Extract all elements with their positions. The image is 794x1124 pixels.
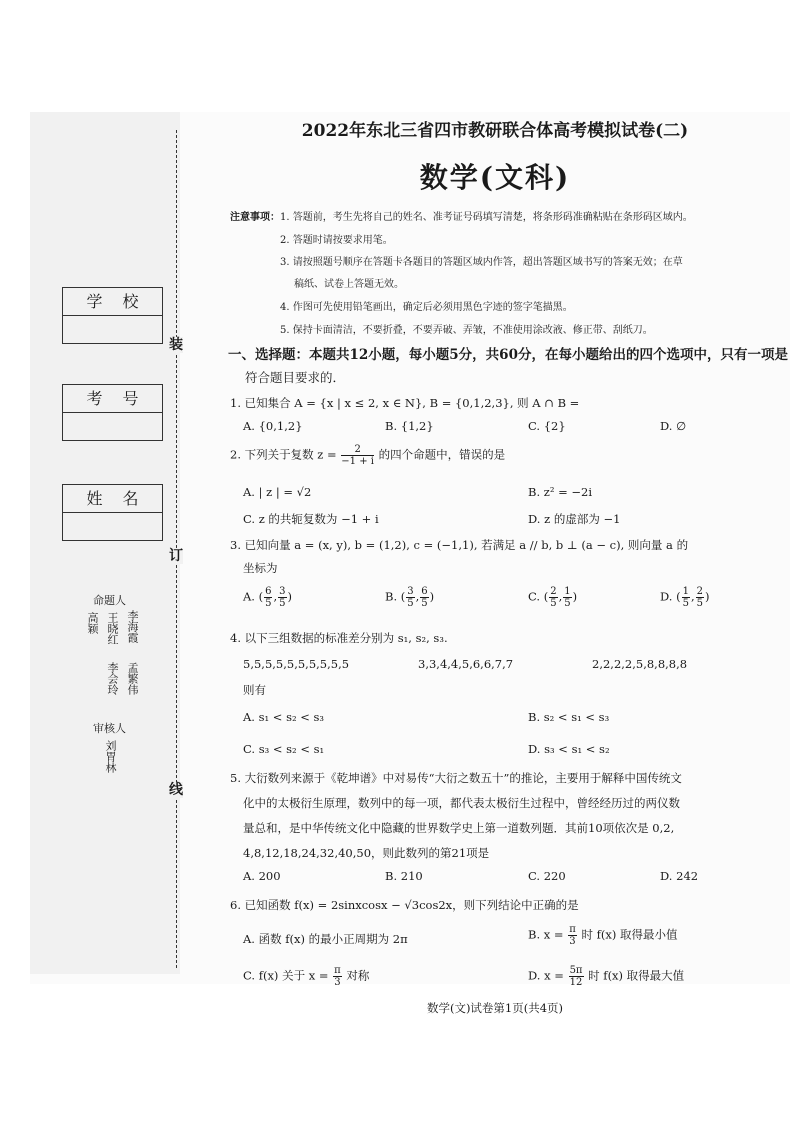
binding-gutter	[30, 112, 180, 974]
frac-den: 5	[564, 598, 571, 609]
setter-name: 孟繁伟	[126, 662, 139, 695]
q4-option-c: C. s₃ < s₂ < s₁	[243, 742, 325, 756]
q2-stem-pre: 2. 下列关于复数 z =	[230, 447, 337, 462]
fraction	[568, 924, 577, 947]
name-box	[62, 484, 163, 541]
reviewer-heading: 审核人	[93, 722, 126, 735]
exam-number-field[interactable]	[63, 413, 162, 440]
note-item: 2. 答题时请按要求用笔。	[280, 235, 393, 246]
frac-num: π	[334, 965, 341, 976]
section-heading: 一、选择题：本题共12小题，每小题5分，共60分，在每小题给出的四个选项中，只有一项是	[228, 347, 788, 363]
page-footer: 数学(文)试卷第1页(共4页)	[426, 1001, 564, 1015]
frac-den: 3	[569, 936, 576, 947]
q2-option-b: B. z² = −2i	[528, 485, 593, 499]
frac-num: π	[569, 924, 576, 935]
frac-den: 5	[682, 598, 689, 609]
q2-stem-post: 的四个命题中，错误的是	[378, 447, 506, 462]
frac-den: 3	[334, 977, 341, 988]
notes-heading: 注意事项：	[230, 212, 280, 223]
frac-num: 6	[421, 586, 428, 597]
q6-option-c	[243, 965, 369, 988]
q6-option-d-suffix: 时 f(x) 取得最大值	[588, 968, 685, 983]
q1-stem: 1. 已知集合 A = {x | x ≤ 2, x ∈ N}, B = {0,1,2,3}, 则 A ∩ B =	[230, 396, 580, 410]
q3-option-d: D. ( $\frac{1}{5}$ , $\frac{2}{5}$ )	[660, 586, 710, 609]
note-item: 稿纸、试卷上答题无效。	[294, 279, 404, 290]
q5-stem-line4: 4,8,12,18,24,32,40,50，则此数列的第21项是	[243, 846, 490, 860]
note-item: 4. 作图可先使用铅笔画出，确定后必须用黑色字迹的签字笔描黑。	[280, 302, 573, 313]
q6-option-b-suffix: 时 f(x) 取得最小值	[581, 927, 678, 942]
q1-option-a: A. {0,1,2}	[243, 419, 303, 433]
subject-title: 数学(文科)	[419, 161, 571, 194]
frac-num: 1	[564, 586, 571, 597]
frac-num: 3	[407, 586, 414, 597]
setter-name: 李会玲	[106, 662, 119, 695]
frac-den: 5	[550, 598, 557, 609]
frac-num: 2	[550, 586, 557, 597]
binding-mark-zhuang: 装	[169, 337, 183, 353]
school-field[interactable]	[63, 316, 162, 343]
q6-option-b	[528, 924, 677, 947]
name-label: 姓名	[63, 485, 162, 513]
frac-den: 5	[279, 598, 286, 609]
q2-option-a: A. | z | = √2	[243, 485, 312, 499]
frac-den: 5	[421, 598, 428, 609]
frac-num: 2	[696, 586, 704, 597]
frac-den: 5	[696, 598, 704, 609]
q1-option-b: B. {1,2}	[385, 419, 434, 433]
q2-option-d: D. z 的虚部为 −1	[528, 512, 621, 526]
note-item: 1. 答题前，考生先将自己的姓名、准考证号码填写清楚，将条形码准确粘贴在条形码区域内。	[280, 212, 693, 223]
fraction	[569, 965, 584, 988]
frac-num: 3	[279, 586, 286, 597]
q1-option-c: C. {2}	[528, 419, 566, 433]
fraction	[264, 586, 272, 609]
frac-den: 5	[407, 598, 414, 609]
frac-num: 5π	[569, 965, 583, 976]
fraction	[563, 586, 571, 609]
exam-title: 2022年东北三省四市教研联合体高考模拟试卷(二)	[301, 121, 689, 141]
q4-option-b: B. s₂ < s₁ < s₃	[528, 710, 610, 724]
q5-option-b: B. 210	[385, 869, 423, 883]
q5-option-d: D. 242	[660, 869, 699, 883]
binding-mark-ding: 订	[169, 548, 183, 564]
q6-option-c-prefix: C. f(x) 关于 x =	[243, 968, 329, 983]
q5-stem-line2: 化中的太极衍生原理，数列中的每一项，都代表太极衍生过程中，曾经经历过的两仪数	[243, 796, 680, 810]
q6-option-d	[528, 965, 684, 988]
binding-mark-xian: 线	[169, 782, 183, 798]
q5-option-c: C. 220	[528, 869, 566, 883]
frac-num: 6	[265, 586, 272, 597]
q2-stem	[230, 444, 505, 467]
q4-option-a: A. s₁ < s₂ < s₃	[243, 710, 325, 724]
q4-data-3: 2,2,2,2,5,8,8,8,8	[592, 657, 688, 671]
exam-number-label: 考号	[63, 385, 162, 413]
q6-option-c-suffix: 对称	[346, 968, 370, 983]
fraction	[549, 586, 557, 609]
fraction	[406, 586, 414, 609]
fraction	[333, 965, 342, 988]
setter-name: 高颖	[86, 612, 99, 634]
q5-stem-line3: 量总和，是中华传统文化中隐藏的世界数学史上第一道数列题．其前10项依次是 0,2,	[243, 821, 675, 835]
q4-then: 则有	[243, 683, 266, 697]
section-heading-cont: 符合题目要求的．	[245, 370, 346, 385]
q3-option-c-prefix: C. (	[528, 589, 549, 604]
q3-option-c: C. ( $\frac{2}{5}$ , $\frac{1}{5}$ )	[528, 586, 578, 609]
frac-den: 5	[265, 598, 272, 609]
q3-option-b: B. ( $\frac{3}{5}$ , $\frac{6}{5}$ )	[385, 586, 435, 609]
q4-data-2: 3,3,4,4,5,6,6,7,7	[418, 657, 514, 671]
setter-name: 王晓红	[106, 612, 119, 645]
q6-option-b-prefix: B. x =	[528, 927, 564, 942]
q5-option-a: A. 200	[243, 869, 281, 883]
reviewer-name: 刘胃林	[104, 740, 117, 773]
q6-option-d-prefix: D. x =	[528, 968, 564, 983]
q5-stem: 5. 大衍数列来源于《乾坤谱》中对易传“大衍之数五十”的推论，主要用于解释中国传统文	[230, 771, 682, 785]
q4-option-d: D. s₃ < s₁ < s₂	[528, 742, 610, 756]
q3-option-b-prefix: B. (	[385, 589, 406, 604]
fraction	[682, 586, 690, 609]
q4-data-1: 5,5,5,5,5,5,5,5,5,5	[243, 657, 350, 671]
q6-option-a: A. 函数 f(x) 的最小正周期为 2π	[243, 932, 408, 946]
q2-frac-den: −1 + i	[341, 456, 374, 467]
q2-option-c: C. z 的共轭复数为 −1 + i	[243, 512, 379, 526]
exam-number-box	[62, 384, 163, 441]
q3-stem: 3. 已知向量 a = (x, y), b = (1,2), c = (−1,1), 若满足 a // b, b ⊥ (a − c), 则向量 a 的	[230, 538, 689, 552]
frac-num: 1	[682, 586, 689, 597]
setter-name: 李海霞	[126, 610, 139, 643]
fraction	[420, 586, 428, 609]
q1-option-d: D. ∅	[660, 419, 687, 433]
q3-option-a-prefix: A. (	[243, 589, 264, 604]
q2-frac-num: 2	[341, 444, 374, 456]
frac-den: 12	[569, 977, 583, 988]
q3-option-d-prefix: D. (	[660, 589, 681, 604]
q2-fraction	[341, 444, 374, 467]
note-item: 3. 请按照题号顺序在答题卡各题目的答题区域内作答，超出答题区域书写的答案无效；在草	[280, 257, 683, 268]
school-box	[62, 287, 163, 344]
fraction	[278, 586, 286, 609]
name-field[interactable]	[63, 513, 162, 540]
question-setter-heading: 命题人	[93, 594, 126, 607]
q6-stem: 6. 已知函数 f(x) = 2sinxcosx − √3cos2x，则下列结论中正确的是	[230, 898, 579, 912]
school-label: 学校	[63, 288, 162, 316]
note-item: 5. 保持卡面清洁，不要折叠，不要弄破、弄皱，不准使用涂改液、修正带、刮纸刀。	[280, 325, 653, 336]
q3-stem-cont: 坐标为	[243, 561, 278, 575]
q3-option-a: A. ( $\frac{6}{5}$ , $\frac{3}{5}$ )	[243, 586, 293, 609]
fraction	[696, 586, 704, 609]
q4-stem: 4. 以下三组数据的标准差分别为 s₁, s₂, s₃.	[230, 631, 448, 645]
